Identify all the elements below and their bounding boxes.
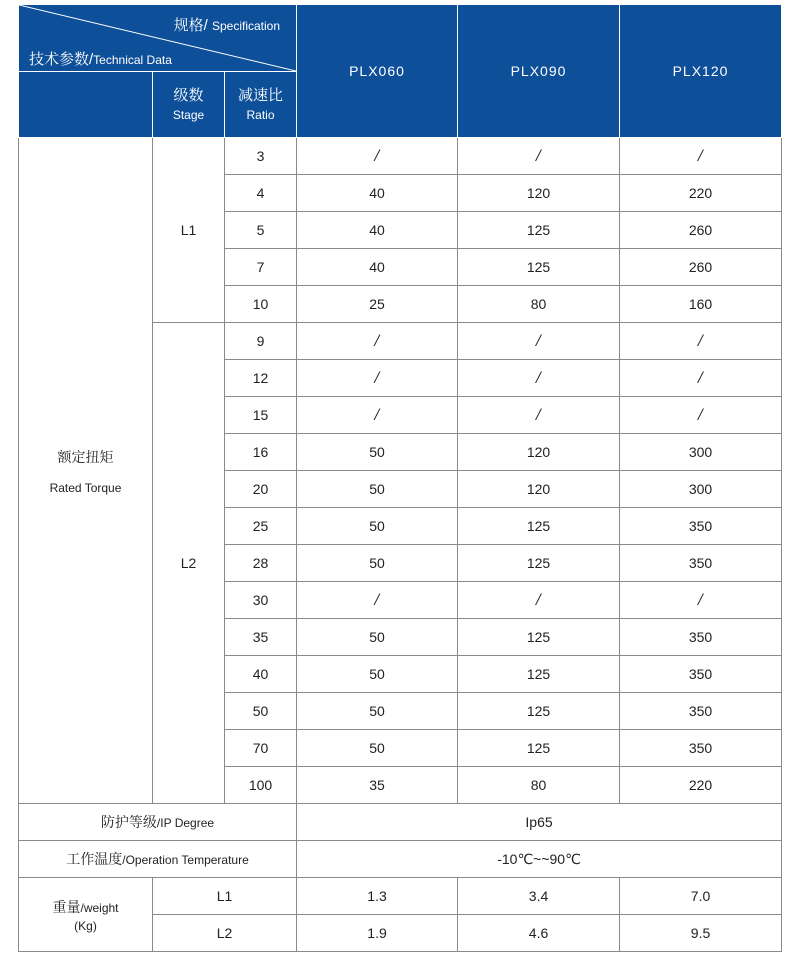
header-row-top [19,5,782,72]
ratio-cell: 40 [225,656,297,693]
torque-value-cell: 40 [297,175,458,212]
header-blank-cell [19,72,153,138]
ratio-cell: 30 [225,582,297,619]
rated-torque-section [19,138,782,804]
torque-value-cell: 350 [620,693,782,730]
torque-value-cell: 50 [297,730,458,767]
ratio-cell: 20 [225,471,297,508]
weight-value: 7.0 [620,878,782,915]
torque-value-cell: 300 [620,471,782,508]
weight-label: 重量/weight (Kg) [19,878,153,952]
weight-stage-l2: L2 [153,915,297,952]
torque-value-cell: 300 [620,434,782,471]
ip-degree-row [19,804,782,841]
torque-value-cell: 50 [297,693,458,730]
weight-value: 1.3 [297,878,458,915]
model-header-plx090: PLX090 [458,5,620,138]
torque-value-cell: 25 [297,286,458,323]
operation-temperature-label: 工作温度/Operation Temperature [19,841,297,878]
torque-value-cell: 80 [458,767,620,804]
ratio-cell: 100 [225,767,297,804]
torque-value-cell: / [458,397,620,434]
torque-value-cell: / [620,323,782,360]
ratio-cell: 16 [225,434,297,471]
torque-value-cell: 50 [297,434,458,471]
torque-value-cell: / [297,323,458,360]
torque-value-cell: / [458,138,620,175]
torque-value-cell: / [297,582,458,619]
torque-value-cell: / [620,582,782,619]
ratio-cell: 15 [225,397,297,434]
ratio-cell: 9 [225,323,297,360]
weight-value: 3.4 [458,878,620,915]
ip-degree-value: Ip65 [297,804,782,841]
torque-value-cell: 40 [297,249,458,286]
torque-value-cell: / [297,138,458,175]
torque-value-cell: 35 [297,767,458,804]
ratio-cell: 70 [225,730,297,767]
torque-value-cell: 40 [297,212,458,249]
torque-value-cell: 350 [620,656,782,693]
spec-table-page [18,4,781,954]
ratio-cell: 28 [225,545,297,582]
torque-value-cell: 80 [458,286,620,323]
ratio-cell: 12 [225,360,297,397]
ratio-cell: 4 [225,175,297,212]
stage-cell: L1 [153,138,225,323]
torque-value-cell: 125 [458,508,620,545]
torque-value-cell: 125 [458,212,620,249]
torque-value-cell: 125 [458,249,620,286]
rated-torque-label: 额定扭矩 Rated Torque [19,138,153,804]
operation-temperature-row [19,841,782,878]
ratio-cell: 50 [225,693,297,730]
weight-value: 4.6 [458,915,620,952]
model-header-plx060: PLX060 [297,5,458,138]
torque-value-cell: 125 [458,545,620,582]
operation-temperature-value: -10℃~~90℃ [297,841,782,878]
torque-value-cell: / [297,397,458,434]
torque-value-cell: / [620,138,782,175]
weight-row-l1 [19,878,782,915]
torque-value-cell: / [458,582,620,619]
technical-data-table [18,4,782,952]
torque-value-cell: 260 [620,249,782,286]
weight-value: 9.5 [620,915,782,952]
torque-value-cell: 120 [458,434,620,471]
specification-label: 规格/ Specification [173,17,281,34]
torque-value-cell: / [620,397,782,434]
ratio-cell: 10 [225,286,297,323]
torque-value-cell: 350 [620,619,782,656]
torque-value-cell: / [458,323,620,360]
torque-value-cell: 120 [458,175,620,212]
torque-value-cell: 350 [620,545,782,582]
header-diagonal-cell [19,5,297,72]
stage-header: 级数 Stage [153,72,225,138]
torque-value-cell: 50 [297,545,458,582]
ratio-cell: 25 [225,508,297,545]
torque-row [19,138,782,175]
torque-value-cell: / [620,360,782,397]
ip-degree-label: 防护等级/IP Degree [19,804,297,841]
torque-value-cell: 50 [297,471,458,508]
torque-value-cell: 220 [620,767,782,804]
model-header-plx120: PLX120 [620,5,782,138]
torque-value-cell: 120 [458,471,620,508]
torque-value-cell: 50 [297,508,458,545]
torque-value-cell: / [458,360,620,397]
torque-value-cell: / [297,360,458,397]
weight-stage-l1: L1 [153,878,297,915]
technical-data-label: 技术参数/Technical Data [29,51,172,68]
torque-value-cell: 125 [458,730,620,767]
torque-value-cell: 350 [620,730,782,767]
torque-value-cell: 125 [458,619,620,656]
ratio-cell: 35 [225,619,297,656]
torque-value-cell: 260 [620,212,782,249]
torque-value-cell: 160 [620,286,782,323]
ratio-header: 减速比 Ratio [225,72,297,138]
torque-value-cell: 125 [458,693,620,730]
ratio-cell: 3 [225,138,297,175]
ratio-cell: 7 [225,249,297,286]
torque-value-cell: 50 [297,656,458,693]
ratio-cell: 5 [225,212,297,249]
torque-value-cell: 50 [297,619,458,656]
torque-value-cell: 350 [620,508,782,545]
weight-value: 1.9 [297,915,458,952]
stage-cell: L2 [153,323,225,804]
torque-value-cell: 220 [620,175,782,212]
torque-value-cell: 125 [458,656,620,693]
